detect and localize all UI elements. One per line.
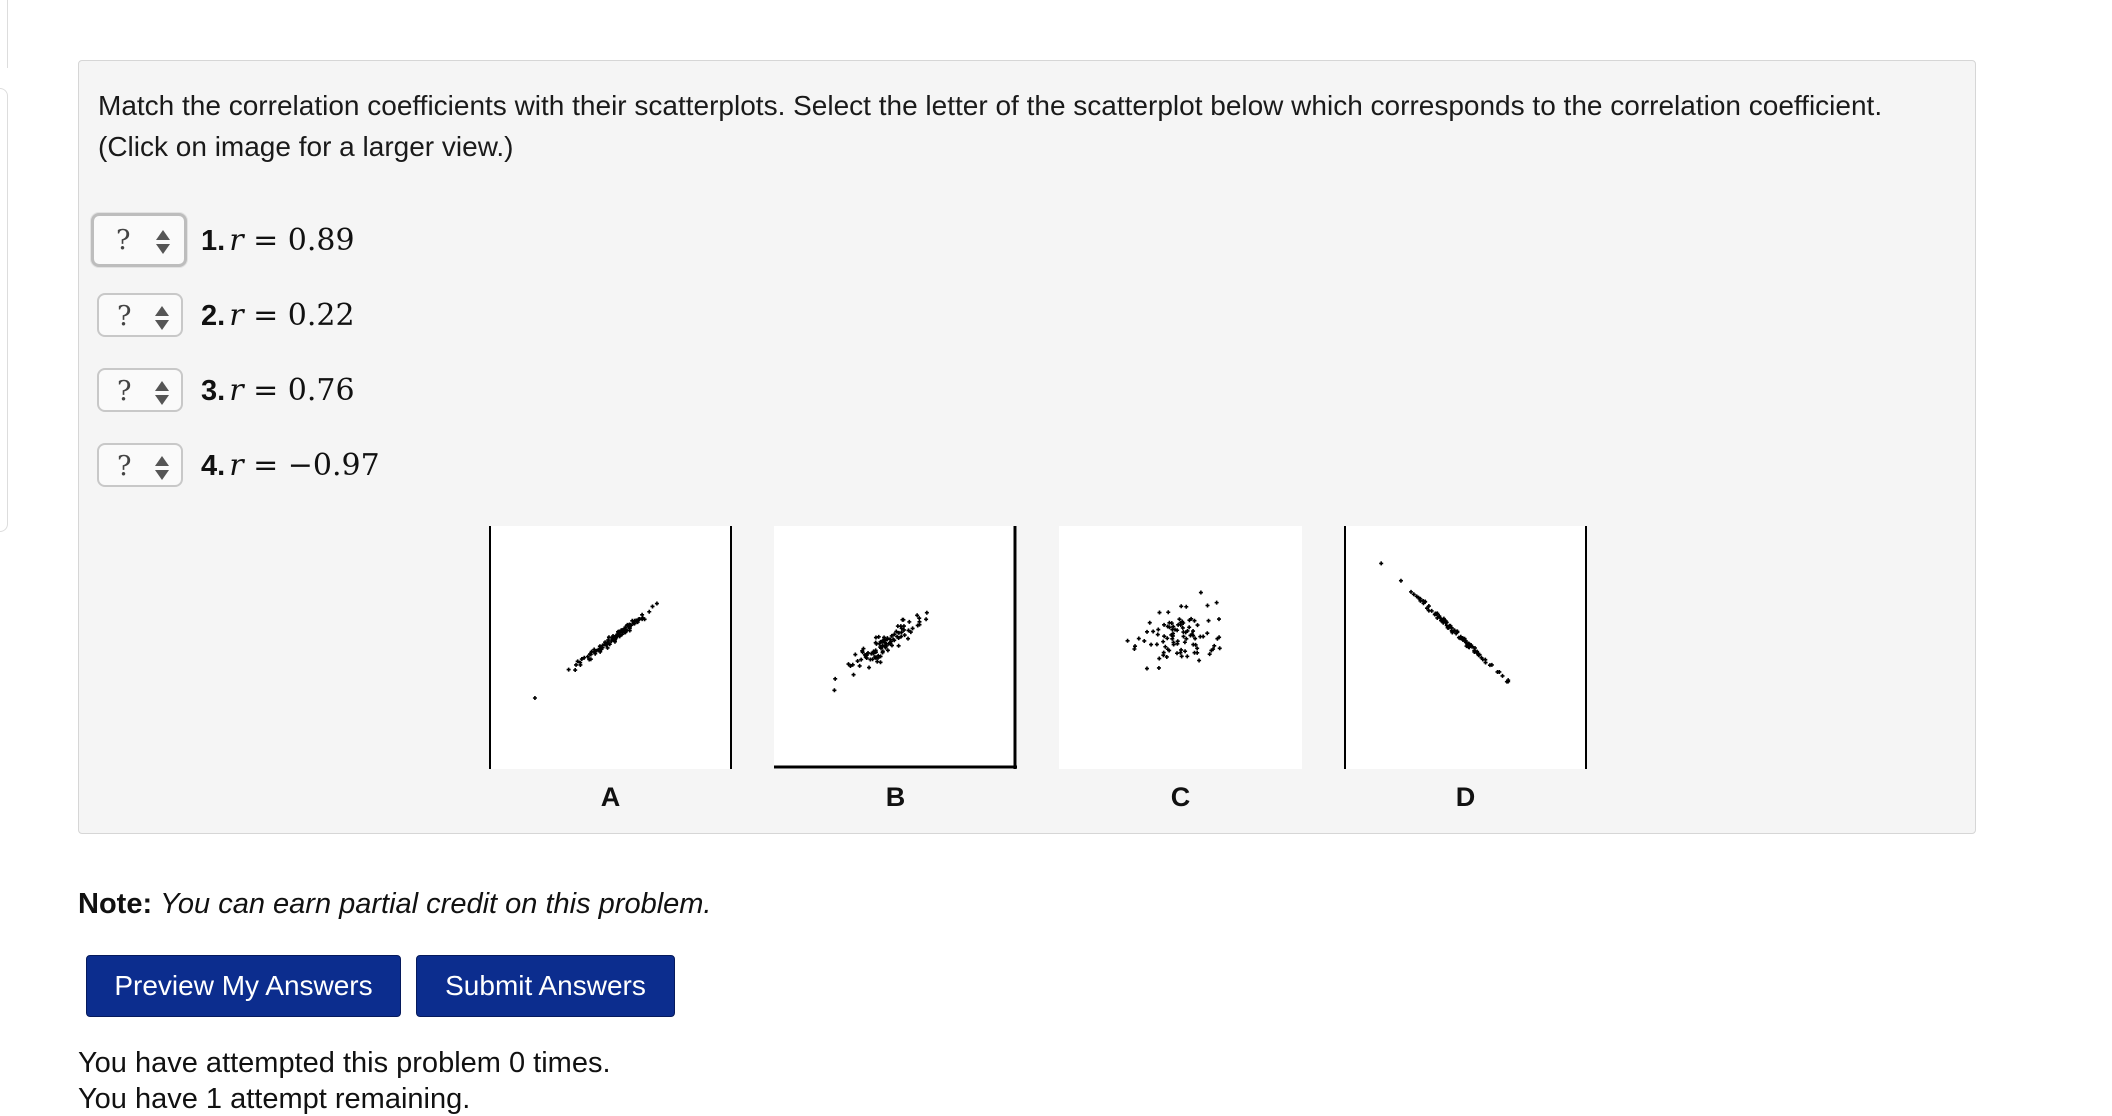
instructions-line-1: Match the correlation coefficients with their scatterplots. Select the letter of the scatterplot below which corresponds to the correlation coefficient. [98, 90, 1883, 121]
scatterplot-a-container [489, 526, 732, 812]
select-value: ? [117, 451, 132, 482]
side-panel-edge [0, 88, 8, 532]
scatter-point [903, 633, 907, 637]
scatter-point [1145, 667, 1149, 671]
scatter-point [1175, 651, 1179, 655]
scatter-point [573, 668, 577, 672]
scatterplot-b-container [774, 526, 1017, 812]
instructions-line-2: (Click on image for a larger view.) [98, 131, 514, 162]
note-text: You can earn partial credit on this problem. [160, 888, 712, 920]
select-arrows-icon [155, 379, 169, 407]
math-variable: r [229, 297, 244, 333]
scatter-point [1430, 609, 1434, 613]
question-number: 4. [201, 449, 226, 482]
scatter-point [1176, 639, 1180, 643]
scatter-point [1182, 634, 1186, 638]
scatter-point [1179, 604, 1183, 608]
question-label-3 [201, 373, 355, 408]
scatter-point [1137, 637, 1141, 641]
scatter-point [1163, 645, 1167, 649]
scatter-point [1183, 649, 1187, 653]
scatter-point [533, 696, 537, 700]
scatter-point [856, 659, 860, 663]
math-equals: = [243, 372, 288, 408]
scatter-point [868, 657, 872, 661]
submit-answers-button[interactable]: Submit Answers [416, 955, 675, 1017]
question-label-1 [201, 223, 355, 258]
scatter-point [1218, 646, 1222, 650]
scatter-point [897, 644, 901, 648]
scatter-point [1184, 637, 1188, 641]
correlation-expression [229, 298, 354, 333]
scatter-point [867, 666, 871, 670]
scatter-point [1379, 561, 1383, 565]
problem-box [78, 60, 1976, 834]
partial-credit-note [78, 888, 711, 921]
scatter-point [886, 648, 890, 652]
scatterplot-c-label: C [1170, 782, 1191, 812]
scatter-point [896, 624, 900, 628]
scatter-point [907, 620, 911, 624]
select-value: ? [117, 376, 132, 407]
scatter-point [1126, 639, 1130, 643]
select-arrows-icon [156, 228, 170, 256]
scatter-point [567, 668, 571, 672]
correlation-expression [229, 373, 354, 408]
scatter-point [925, 611, 929, 615]
scatter-point [852, 673, 856, 677]
scatter-point [1199, 591, 1203, 595]
scatter-point [1206, 603, 1210, 607]
scatter-point [1197, 658, 1201, 662]
scatter-point [858, 664, 862, 668]
question-row-4 [97, 440, 380, 490]
correlation-value: 0.76 [287, 372, 355, 408]
attempts-remaining-text: You have 1 attempt remaining. [78, 1083, 471, 1115]
scatter-point [1161, 640, 1165, 644]
scatterplot-c-container [1059, 526, 1302, 812]
scatter-point [1142, 639, 1146, 643]
select-value: ? [117, 301, 132, 332]
scatter-point [1208, 652, 1212, 656]
question-row-2 [97, 290, 355, 340]
scatterplot-c-image[interactable] [1059, 526, 1302, 769]
scatter-point [647, 610, 651, 614]
scatter-point [1185, 654, 1189, 658]
answer-select-3[interactable] [97, 368, 183, 412]
correlation-value: 0.22 [287, 297, 355, 333]
scatter-point [1196, 623, 1200, 627]
correlation-value: 0.89 [287, 222, 355, 258]
scatter-point [911, 626, 915, 630]
scatter-point [1207, 619, 1211, 623]
note-label: Note: [78, 888, 153, 920]
answer-select-1[interactable] [91, 213, 187, 267]
scatter-point [1156, 633, 1160, 637]
question-label-4 [201, 448, 380, 483]
scatterplot-gallery [489, 526, 1579, 816]
question-number: 2. [201, 299, 226, 332]
math-variable: r [229, 372, 244, 408]
scatterplot-d-image[interactable] [1344, 526, 1587, 769]
scatter-point [1149, 643, 1153, 647]
math-equals: = [243, 297, 288, 333]
scatter-point [1145, 630, 1149, 634]
question-number: 1. [201, 224, 226, 257]
scatterplot-a-label: A [600, 782, 621, 812]
math-equals: = [243, 222, 288, 258]
scatter-point [1183, 640, 1187, 644]
scatter-point [1399, 579, 1403, 583]
scatter-point [902, 624, 906, 628]
scatter-point [1184, 605, 1188, 609]
scatter-point [1155, 642, 1159, 646]
scatter-point [1162, 651, 1166, 655]
select-value: ? [116, 225, 131, 256]
problem-instructions [98, 85, 1958, 167]
scatterplot-d-container [1344, 526, 1587, 812]
scatter-point [655, 602, 659, 606]
select-arrows-icon [155, 454, 169, 482]
scatterplot-d-label: D [1455, 782, 1476, 812]
scatter-point [1483, 658, 1487, 662]
answer-select-2[interactable] [97, 293, 183, 337]
scatterplot-b-image[interactable] [774, 526, 1017, 769]
scatter-point [1165, 655, 1169, 659]
scatter-point [1215, 601, 1219, 605]
scatter-point [1156, 628, 1160, 632]
correlation-expression [229, 448, 380, 483]
scatter-point [853, 653, 857, 657]
correlation-value: −0.97 [287, 447, 380, 483]
scatter-point [1177, 617, 1181, 621]
question-number: 3. [201, 374, 226, 407]
scatter-point [1198, 635, 1202, 639]
answer-select-4[interactable] [97, 443, 183, 487]
scatter-point [1501, 674, 1505, 678]
scatter-point [1187, 625, 1191, 629]
scatter-point [859, 658, 863, 662]
scatterplot-b-label: B [885, 782, 906, 812]
scatter-point [1166, 610, 1170, 614]
question-row-1 [97, 215, 355, 265]
scatter-point [1217, 617, 1221, 621]
scatter-point [924, 617, 928, 621]
preview-answers-button[interactable]: Preview My Answers [86, 955, 401, 1017]
scatter-point [1148, 621, 1152, 625]
scatter-point [1157, 666, 1161, 670]
correlation-expression [229, 223, 354, 258]
question-label-2 [201, 298, 355, 333]
math-equals: = [243, 447, 288, 483]
math-variable: r [229, 447, 244, 483]
scatter-point [1157, 611, 1161, 615]
scatter-point [1409, 590, 1413, 594]
scatter-point [651, 604, 655, 608]
left-edge-divider [0, 0, 8, 68]
scatter-point [832, 688, 836, 692]
scatter-point [1162, 623, 1166, 627]
attempts-text: You have attempted this problem 0 times. [78, 1047, 611, 1079]
scatter-point [1195, 651, 1199, 655]
scatter-point [1180, 654, 1184, 658]
scatter-point [574, 663, 578, 667]
scatter-point [906, 637, 910, 641]
scatterplot-a-image[interactable] [489, 526, 732, 769]
scatter-point [1151, 629, 1155, 633]
scatter-point [1205, 631, 1209, 635]
select-arrows-icon [155, 304, 169, 332]
math-variable: r [229, 222, 244, 258]
scatter-point [833, 677, 837, 681]
question-row-3 [97, 365, 355, 415]
scatter-point [1157, 657, 1161, 661]
